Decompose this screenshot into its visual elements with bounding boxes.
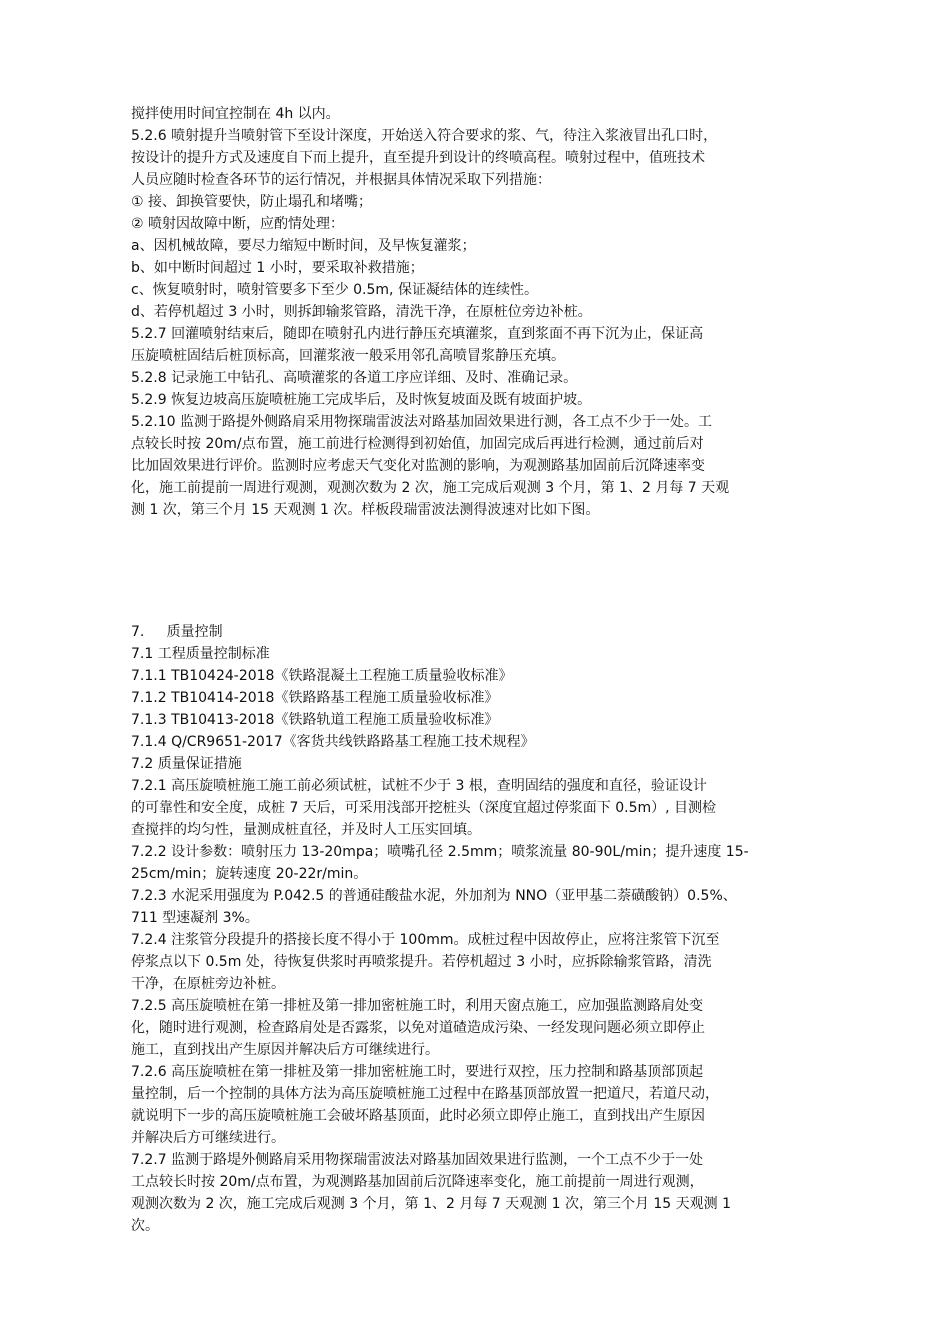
paragraph-line: ② 喷射因故障中断，应酌情处理： (131, 216, 345, 232)
paragraph-line: c、恢复喷射时，喷射管要多下至少 0.5m, 保证凝结体的连续性。 (131, 282, 538, 298)
paragraph-line: 比加固效果进行评价。监测时应考虑天气变化对监测的影响，为观测路基加固前后沉降速率变 (131, 458, 705, 474)
paragraph-line: 压旋喷桩固结后桩顶标高，回灌浆液一般采用邻孔高喷冒浆静压充填。 (131, 348, 565, 364)
paragraph-line: 测 1 次，第三个月 15 天观测 1 次。样板段瑞雷波法测得波速对比如下图。 (131, 502, 600, 518)
paragraph-line: 的可靠性和安全度，成桩 7 天后，可采用浅部开挖桩头（深度宜超过停浆面下 0.5m）, 目测检 (131, 800, 717, 816)
paragraph-line: 化，施工前提前一周进行观测，观测次数为 2 次，施工完成后观测 3 个月，第 1、2 月每 7 天观 (131, 480, 730, 496)
paragraph-line: 观测次数为 2 次，施工完成后观测 3 个月，第 1、2 月每 7 天观测 1 次，第三个月 15 天观测 1 (131, 1196, 732, 1212)
paragraph-line: 人员应随时检查各环节的运行情况，并根据具体情况采取下列措施： (131, 172, 551, 188)
paragraph-line: 5.2.6 喷射提升当喷射管下至设计深度，开始送入符合要求的浆、气，待注入浆液冒出孔口时， (131, 128, 718, 144)
paragraph-line: 工点较长时按 20m/点布置，为观测路基加固前后沉降速率变化，施工前提前一周进行观测， (131, 1174, 704, 1190)
paragraph-line: 就说明下一步的高压旋喷桩施工会破坏路基顶面，此时必须立即停止施工，直到找出产生原因 (131, 1108, 705, 1124)
paragraph-line: 停浆点以下 0.5m 处，待恢复供浆时再喷浆提升。若停机超过 3 小时，应拆除输浆管路，清洗 (131, 954, 712, 970)
paragraph-line: ① 接、卸换管要快，防止塌孔和堵嘴； (131, 194, 372, 210)
paragraph-line: 次。 (131, 1218, 159, 1234)
paragraph-line: 7.2.3 水泥采用强度为 P.042.5 的普通硅酸盐水泥，外加剂为 NNO（亚甲基二萘磺酸钠）0.5%、 (131, 888, 737, 904)
paragraph-line: 干净，在原桩旁边补桩。 (131, 976, 285, 992)
paragraph-line: 7.2.2 设计参数：喷射压力 13-20mpa；喷嘴孔径 2.5mm；喷浆流量 80-90L/min；提升速度 15- (131, 844, 749, 860)
paragraph-line: 搅拌使用时间宜控制在 4h 以内。 (131, 106, 340, 122)
paragraph-line: 7.1 工程质量控制标准 (131, 646, 270, 662)
paragraph-line: 711 型速凝剂 3%。 (131, 910, 259, 926)
paragraph-line: 施工，直到找出产生原因并解决后方可继续进行。 (131, 1042, 439, 1058)
paragraph-line: 7.2.1 高压旋喷桩施工施工前必须试桩，试桩不少于 3 根，查明固结的强度和直径，验证设计 (131, 778, 707, 794)
paragraph-line: d、若停机超过 3 小时，则拆卸输浆管路，清洗干净，在原桩位旁边补桩。 (131, 304, 592, 320)
paragraph-line: 7.1.2 TB10414-2018《铁路路基工程施工质量验收标准》 (131, 690, 499, 706)
paragraph-line: 7.1.3 TB10413-2018《铁路轨道工程施工质量验收标准》 (131, 712, 499, 728)
paragraph-line: 点较长时按 20m/点布置，施工前进行检测得到初始值，加固完成后再进行检测，通过前后对 (131, 436, 704, 452)
paragraph-line: 7.2.6 高压旋喷桩在第一排桩及第一排加密桩施工时，要进行双控，压力控制和路基顶部顶起 (131, 1064, 704, 1080)
paragraph-line: 量控制，后一个控制的具体方法为高压旋喷桩施工过程中在路基顶部放置一把道尺，若道尺动， (131, 1086, 719, 1102)
paragraph-line: 7.2.5 高压旋喷桩在第一排桩及第一排加密桩施工时，利用天窗点施工，应加强监测路肩处变 (131, 998, 704, 1014)
paragraph-line: 25cm/min；旋转速度 20-22r/min。 (131, 866, 368, 882)
paragraph-line: 化，随时进行观测，检查路肩处是否露浆，以免对道碴造成污染、一经发现问题必须立即停止 (131, 1020, 705, 1036)
quality-control-section (131, 621, 831, 1237)
paragraph-line: 7.2.7 监测于路堤外侧路肩采用物探瑞雷波法对路基加固效果进行监测，一个工点不少于一处 (131, 1152, 704, 1168)
paragraph-line: 查搅拌的均匀性，量测成桩直径，并及时人工压实回填。 (131, 822, 481, 838)
section-heading: 7. 质量控制 (131, 624, 223, 640)
paragraph-line: 7.1.1 TB10424-2018《铁路混凝土工程施工质量验收标准》 (131, 668, 513, 684)
paragraph-line: 5.2.9 恢复边坡高压旋喷桩施工完成毕后，及时恢复坡面及既有坡面护坡。 (131, 392, 592, 408)
paragraph-line: 并解决后方可继续进行。 (131, 1130, 285, 1146)
paragraph-line: b、如中断时间超过 1 小时，要采取补救措施； (131, 260, 424, 276)
paragraph-line: 5.2.7 回灌喷射结束后，随即在喷射孔内进行静压充填灌浆，直到浆面不再下沉为止，保证高 (131, 326, 704, 342)
paragraph-line: 7.2 质量保证措施 (131, 756, 242, 772)
paragraph-line: 7.1.4 Q/CR9651-2017《客货共线铁路路基工程施工技术规程》 (131, 734, 535, 750)
paragraph-line: 按设计的提升方式及速度自下而上提升，直至提升到设计的终喷高程。喷射过程中，值班技术 (131, 150, 705, 166)
paragraph-line: 5.2.10 监测于路提外侧路肩采用物探瑞雷波法对路基加固效果进行测，各工点不少于一处。工 (131, 414, 712, 430)
construction-steps-section (131, 103, 831, 521)
paragraph-line: 7.2.4 注浆管分段提升的搭接长度不得小于 100mm。成桩过程中因故停止，应将注浆管下沉至 (131, 932, 720, 948)
paragraph-line: a、因机械故障，要尽力缩短中断时间，及早恢复灌浆； (131, 238, 476, 254)
paragraph-line: 5.2.8 记录施工中钻孔、高喷灌浆的各道工序应详细、及时、准确记录。 (131, 370, 578, 386)
